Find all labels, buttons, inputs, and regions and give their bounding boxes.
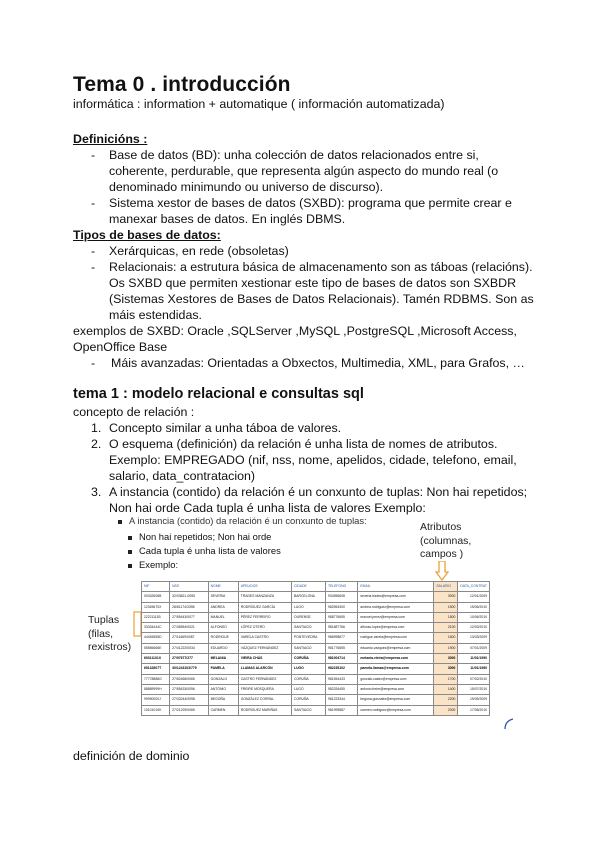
table-row (142, 695, 490, 705)
table-cell: 15/06/2010 (458, 602, 490, 612)
list-number: 1. (91, 421, 102, 435)
table-cell: 982554300 (325, 602, 357, 612)
table-cell: 13/03/2009 (458, 633, 490, 643)
square-bullet-icon (128, 564, 132, 568)
table-cell: LUGO (292, 684, 326, 694)
table-cell: 44445555D (142, 633, 170, 643)
table-cell: VÁZQUEZ FERNÁNDEZ (238, 643, 291, 653)
table-cell: MANUEL (208, 612, 238, 622)
table-cell: GONZALO (208, 674, 238, 684)
table-row (142, 643, 490, 653)
table-cell: VIEIRA CHÁS (238, 654, 291, 664)
table-cell: 77778888G (142, 674, 170, 684)
table-cell: 2200 (434, 695, 458, 705)
tema1-intro: concepto de relación : (73, 405, 195, 419)
table-cell: rodrigue.varela@empresa.com (358, 633, 434, 643)
table-cell: 3000 (434, 664, 458, 674)
table-cell: 27/33244/0098 (170, 695, 209, 705)
table-cell: 60311101X (142, 654, 170, 664)
table-cell: SANTIAGO (292, 705, 326, 715)
table-cell: 55556666E (142, 643, 170, 653)
table-cell: alfonso.lopez@empresa.com (358, 623, 434, 633)
slide-bullet-3: Exemplo: (128, 558, 178, 571)
dash-marker: - (91, 195, 96, 210)
table-cell: pamela.llamas@empresa.com (358, 664, 434, 674)
table-cell: 10/06/2010 (458, 612, 490, 622)
table-cell: 988776655 (325, 612, 357, 622)
table-cell: 10101010K (142, 705, 170, 715)
table-cell: 1600 (434, 633, 458, 643)
definicion-line: denominado minimundo ou universo de discurso). (109, 179, 384, 194)
tema1-line: A instancia (contido) da relación é un conxunto de tuplas: Non hai repetidos; (109, 485, 528, 499)
table-cell: 11/01/1990 (458, 664, 490, 674)
dash-marker: - (91, 244, 96, 258)
table-cell: gonzalo.castro@empresa.com (358, 674, 434, 684)
table-cell: 1900 (434, 643, 458, 653)
table-cell: LLAMAS ALARCÓN (238, 664, 291, 674)
table-cell: 00332606B (142, 592, 170, 602)
footer-text: definición de dominio (73, 749, 190, 763)
table-cell: 27/21229/0065 (170, 705, 209, 715)
slide-top-line (118, 514, 538, 526)
table-cell: andrea.rodriguez@empresa.com (358, 602, 434, 612)
tipo-line: Os SXBD que permiten xestionar este tipo de bases de datos son SXBDR (109, 276, 517, 290)
table-cell: 2100 (434, 623, 458, 633)
table-cell: 07/01/2009 (458, 643, 490, 653)
dash-marker: - (91, 260, 96, 275)
table-cell: 27/36554/0021 (170, 623, 209, 633)
table-cell: PONTEVEDRA (292, 633, 326, 643)
table-cell: ANTONIO (208, 684, 238, 694)
table-cell: 27/55433/0056 (170, 684, 209, 694)
table-cell: PAMELA (208, 664, 238, 674)
down-arrow-icon (435, 561, 449, 581)
table-cell: 32/03821-0055 (170, 592, 209, 602)
table-cell: 11/01/1990 (458, 654, 490, 664)
table-cell: 981004714 (325, 654, 357, 664)
table-row (142, 592, 490, 602)
tipos-heading: Tipos de bases de datos: (73, 228, 221, 242)
table-header-row (142, 582, 490, 592)
definicion-line: Sistema xestor de bases de datos (SXBD): programa que permite crear e (109, 195, 512, 210)
table-cell: 99990000J (142, 695, 170, 705)
table-cell: OURENSE (292, 612, 326, 622)
table-cell: 1700 (434, 674, 458, 684)
tema1-line: Non hai orde Cada tupla é unha lista de valores Exemplo: (109, 500, 426, 515)
tema1-line: salario, data_contratacion) (109, 468, 256, 483)
table-cell: 1400 (434, 684, 458, 694)
table-header-cell: DATA_CONTRAT (458, 582, 490, 592)
table-cell: 3000 (434, 592, 458, 602)
table-cell: CORUÑA (292, 695, 326, 705)
table-cell: 88889999H (142, 684, 170, 694)
table-cell: begona.gonzalez@empresa.com (358, 695, 434, 705)
table-cell: 28/61174/3398 (170, 602, 209, 612)
table-row (142, 654, 490, 664)
table-cell: 1500 (434, 602, 458, 612)
table-row (142, 612, 490, 622)
table-cell: 27/97677/277 (170, 654, 209, 664)
table-header-cell: NSS (170, 582, 209, 592)
table-cell: 986998877 (325, 633, 357, 643)
cursor-arc-icon (502, 717, 516, 731)
table-cell: 934556608 (325, 592, 357, 602)
table-cell: 27/55443/0077 (170, 612, 209, 622)
table-cell: PÉREZ FERREIRO (238, 612, 291, 622)
table-cell: severia.trades@empresa.com (358, 592, 434, 602)
table-cell: 19/05/2009 (458, 695, 490, 705)
table-cell: RODRÍGUEZ GARCÍA (238, 602, 291, 612)
table-cell: 981776655 (325, 643, 357, 653)
table-cell: 2000 (434, 705, 458, 715)
definicions-heading: Definicións : (73, 132, 148, 146)
table-row (142, 623, 490, 633)
table-cell: SANTIAGO (292, 643, 326, 653)
table-cell: 27/41222/0034 (170, 643, 209, 653)
table-cell: 27/52466/0065 (170, 674, 209, 684)
table-row (142, 674, 490, 684)
tipos-last-item: Máis avanzadas: Orientadas a Obxectos, Multimedia, XML, para Grafos, … (111, 356, 525, 370)
atributos-label: Atributos (columnas, campos ) (420, 521, 472, 560)
table-cell: CORUÑA (292, 654, 326, 664)
tema1-line: Concepto similar a unha táboa de valores. (109, 421, 342, 435)
table-cell: eduardo.vazquez@empresa.com (358, 643, 434, 653)
table-cell: CORUÑA (292, 674, 326, 684)
table-header-cell: TELEFONO (325, 582, 357, 592)
slide-bullet-1: Non hai repetidos; Non hai orde (128, 530, 271, 543)
table-cell: 65132807T (142, 664, 170, 674)
table-cell: 982235102 (325, 664, 357, 674)
table-cell: 1800 (434, 612, 458, 622)
table-cell: 12/03/2010 (458, 623, 490, 633)
table-cell: CASTRO FERNÁNDEZ (238, 674, 291, 684)
square-bullet-icon (128, 550, 132, 554)
table-cell: ALFONSO (208, 623, 238, 633)
table-cell: LUGO (292, 664, 326, 674)
page-title: Tema 0 . introducción (73, 73, 291, 96)
table-row (142, 705, 490, 715)
slide-bullet-2: Cada tupla é unha lista de valores (128, 544, 281, 557)
table-cell: 12/01/2009 (458, 592, 490, 602)
table-cell: LUGO (292, 602, 326, 612)
table-cell: manuel.perez@empresa.com (358, 612, 434, 622)
dash-marker: - (91, 148, 96, 162)
table-cell: 982334455 (325, 684, 357, 694)
table-cell: RODRIGUE (208, 633, 238, 643)
empregado-table (141, 581, 490, 716)
table-cell: GONZÁLEZ CORRAL (238, 695, 291, 705)
dash-marker: - (91, 356, 96, 370)
table-row (142, 664, 490, 674)
table-cell: LÓPEZ OTERO (238, 623, 291, 633)
table-cell: ANDREA (208, 602, 238, 612)
table-cell: 15/07/2010 (458, 684, 490, 694)
tipo-line: (Sistemas Xestores de Bases de Datos Relacionais). Tamén RDBMS. Son as (109, 291, 534, 306)
table-cell: SEVERIA (208, 592, 238, 602)
table-row (142, 602, 490, 612)
table-cell: 07/02/2010 (458, 674, 490, 684)
table-cell: antonio.freire@empresa.com (358, 684, 434, 694)
table-cell: TRADES MANZANZA (238, 592, 291, 602)
square-bullet-icon (128, 536, 132, 540)
list-number: 2. (91, 437, 102, 452)
table-cell: EDUARDO (208, 643, 238, 653)
table-cell: 3000 (434, 654, 458, 664)
table-cell: MELANIA (208, 654, 238, 664)
sxbd-examples-line-2: OpenOffice Base (73, 340, 168, 354)
square-bullet-icon (118, 520, 122, 524)
table-cell: 12345670X (142, 602, 170, 612)
tipo-line: máis estendidas. (109, 307, 202, 322)
definicion-line: manexar bases de datos. En inglés DBMS. (109, 211, 346, 226)
table-header-cell: EMAIL (358, 582, 434, 592)
table-cell: 981887766 (325, 623, 357, 633)
table-cell: 17/08/2010 (458, 705, 490, 715)
table-cell: 30/1243103/779 (170, 664, 209, 674)
subtitle: informática : information + automatique ( información automatizada) (73, 97, 445, 111)
sxbd-examples-line-1: exemplos de SXBD: Oracle ,SQLServer ,MySQL ,PostgreSQL ,Microsoft Access, (73, 324, 517, 338)
table-cell: FREIRE MOSQUERA (238, 684, 291, 694)
list-number: 3. (91, 485, 102, 499)
table-cell: BEGOÑA (208, 695, 238, 705)
table-header-cell: CIDADE (292, 582, 326, 592)
table-cell: 981223344 (325, 695, 357, 705)
tema1-heading: tema 1 : modelo relacional e consultas sql (73, 386, 364, 402)
table-cell: 22221111B (142, 612, 170, 622)
table-cell: VARELA CASTRO (238, 633, 291, 643)
tipo-line: Xerárquicas, en rede (obsoletas) (109, 244, 289, 258)
table-cell: CARMEN (208, 705, 238, 715)
table-cell: SANTIAGO (292, 623, 326, 633)
tema1-line: Exemplo: EMPREGADO (nif, nss, nome, apelidos, cidade, telefono, email, (109, 453, 517, 467)
slide-top-text: A instancia (contido) da relación é un conxunto de tuplas: (129, 515, 367, 526)
table-cell: 33334444C (142, 623, 170, 633)
table-cell: carmen.rodriguez@empresa.com (358, 705, 434, 715)
table-cell: 981999887 (325, 705, 357, 715)
tema1-line: O esquema (definición) da relación é unha lista de nomes de atributos. (109, 437, 498, 452)
table-header-cell: NIF (142, 582, 170, 592)
definicion-line: Base de datos (BD): unha colección de datos relacionados entre si, (109, 148, 479, 162)
table-header-cell: SALARIO (434, 582, 458, 592)
table-cell: RODRÍGUEZ MARIÑAS (238, 705, 291, 715)
table-row (142, 684, 490, 694)
table-row (142, 633, 490, 643)
tuplas-label: Tuplas (filas, rexistros) (88, 614, 132, 653)
tipo-line: Relacionais: a estrutura básica de almacenamento son as táboas (relacións). (109, 260, 533, 275)
table-cell: 27/11669/0087 (170, 633, 209, 643)
table-header-cell: NOME (208, 582, 238, 592)
table-cell: BARCELONA (292, 592, 326, 602)
table-header-cell: APELIDOS (238, 582, 291, 592)
definicion-line: coherente, perdurable, que representa algún aspecto do mundo real (o (109, 163, 499, 178)
table-cell: 981554433 (325, 674, 357, 684)
table-cell: melania.vieira@empresa.com (358, 654, 434, 664)
